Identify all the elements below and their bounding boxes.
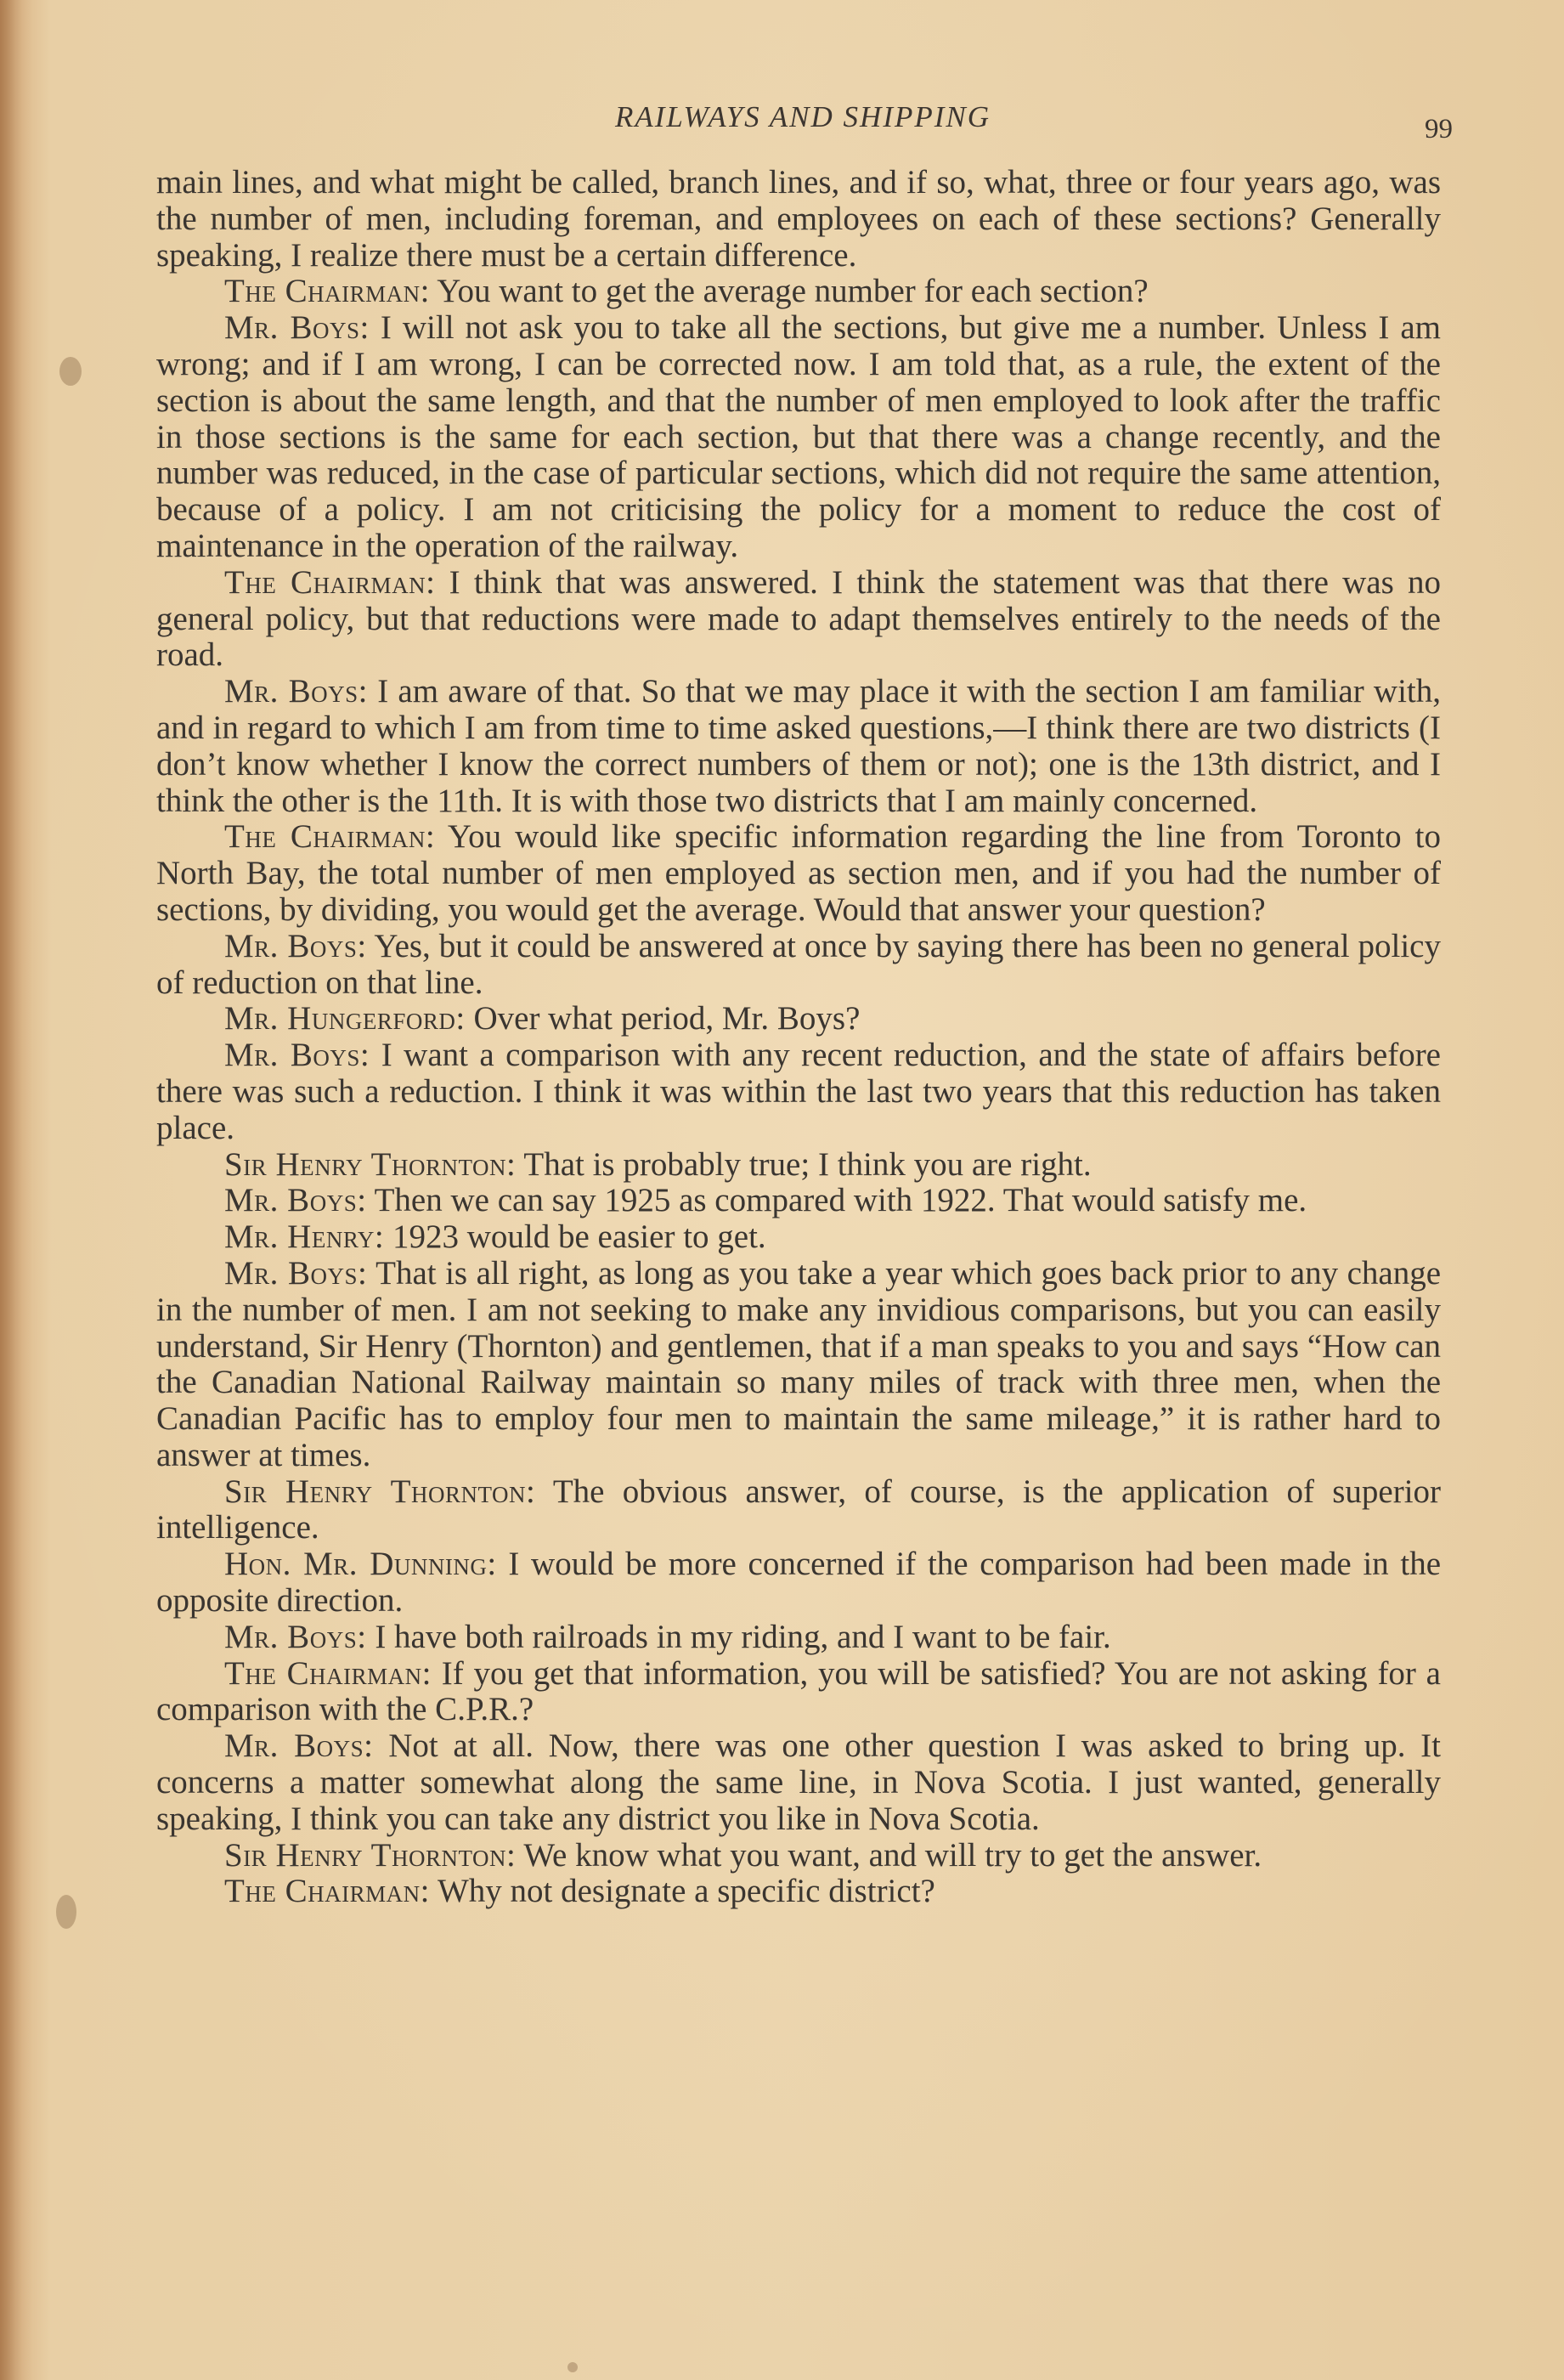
- speaker-name: Sir Henry Thornton:: [224, 1473, 536, 1510]
- paragraph-text: If you get that information, you will be satisfied? You are not asking for a comparison with the C.P.R.?: [156, 1654, 1441, 1728]
- paragraph-text: I am aware of that. So that we may place it with the section I am familiar with, and in regard to which I am from time to time asked questions,—I think there are two districts (I don’t know whether I know the correct numbers of them or not); one is the 13th district, and I think the other is the 11th. It is with those two districts that I am mainly concerned.: [156, 673, 1442, 819]
- paragraph: [156, 1656, 1441, 1729]
- paragraph-text: Yes, but it could be answered at once by saying there has been no general policy of reduction on that line.: [156, 927, 1441, 1001]
- paragraph-text: I think that was answered. I think the statement was that there was no general policy, but that reductions were made to adapt themselves entirely to the needs of the road.: [156, 563, 1442, 674]
- speaker-name: Mr. Hungerford:: [224, 1000, 466, 1037]
- speaker-name: The Chairman:: [224, 273, 430, 310]
- paragraph-text: Then we can say 1925 as compared with 1922. That would satisfy me.: [374, 1182, 1307, 1219]
- paragraph: [156, 1256, 1441, 1474]
- paragraph-text: I will not ask you to take all the sections, but give me a number. Unless I am wrong; and if I am wrong, I can be corrected now. I am told that, as a rule, the extent of the section is about the same length, and that the number of men employed to look after the traffic in those sections is the same for each section, but that there was a change recently, and the number was reduced, in the case of particular sections, which did not require the same attention, because of a policy. I am not criticising the policy for a moment to reduce the cost of maintenance in the operation of the railway.: [156, 309, 1441, 564]
- speaker-name: Mr. Boys:: [224, 1182, 367, 1219]
- speaker-name: Sir Henry Thornton:: [224, 1145, 517, 1183]
- speaker-name: Mr. Boys:: [224, 673, 369, 710]
- paragraph: [156, 819, 1441, 928]
- speaker-name: Mr. Boys:: [224, 1727, 374, 1765]
- paragraph: [156, 1728, 1441, 1837]
- paragraph-text: You would like specific information regarding the line from Toronto to North Bay, the total number of men employed as section men, and if you had the number of sections, by dividing, you would get the average. Would that answer your question?: [156, 818, 1441, 928]
- paragraph: [156, 565, 1441, 674]
- running-head: RAILWAYS AND SHIPPING: [614, 100, 991, 133]
- paragraph: [156, 1546, 1441, 1620]
- speaker-name: The Chairman:: [224, 1654, 432, 1692]
- paragraph: [156, 274, 1441, 310]
- paragraph: [156, 1183, 1441, 1219]
- paper-stain: [59, 357, 82, 386]
- speaker-name: Mr. Henry:: [224, 1218, 385, 1256]
- paragraph: [156, 165, 1441, 274]
- paragraph: [156, 1838, 1441, 1874]
- paragraph-text: The obvious answer, of course, is the application of superior intelligence.: [156, 1473, 1442, 1546]
- paper-stain: [567, 2362, 578, 2372]
- paper-stain: [56, 1895, 76, 1929]
- paragraph-text: I have both railroads in my riding, and I want to be fair.: [375, 1618, 1111, 1655]
- paragraph: [156, 1147, 1441, 1184]
- paragraph-text: 1923 would be easier to get.: [392, 1218, 766, 1256]
- paragraph: [156, 1037, 1441, 1146]
- paragraph-text: Over what period, Mr. Boys?: [473, 1000, 861, 1037]
- paragraph: [156, 1620, 1441, 1656]
- paragraph-text: main lines, and what might be called, branch lines, and if so, what, three or four years ago, was the number of men, including foreman, and employees on each of these sections? Generally speaking, I realize there must be a certain difference.: [156, 164, 1441, 274]
- transcript-body: [156, 165, 1441, 1910]
- paragraph-text: I want a comparison with any recent reduction, and the state of affairs before there was such a reduction. I think it was within the last two years that this reduction has taken place.: [156, 1037, 1441, 1146]
- page-number: 99: [1425, 114, 1453, 144]
- speaker-name: The Chairman:: [224, 818, 436, 856]
- paragraph: [156, 929, 1441, 1002]
- paragraph-text: We know what you want, and will try to get the answer.: [523, 1836, 1262, 1874]
- speaker-name: Mr. Boys:: [224, 927, 367, 964]
- paragraph: [156, 1219, 1441, 1256]
- paragraph: [156, 1474, 1441, 1547]
- speaker-name: Sir Henry Thornton:: [224, 1836, 517, 1874]
- paragraph-text: Not at all. Now, there was one other question I was asked to bring up. It concerns a matter somewhat along the same line, in Nova Scotia. I just wanted, generally speaking, I think you can take any district you like in Nova Scotia.: [156, 1727, 1441, 1837]
- paragraph: [156, 1874, 1441, 1910]
- paragraph-text: Why not designate a specific district?: [437, 1873, 935, 1910]
- paragraph-text: You want to get the average number for each section?: [437, 273, 1149, 310]
- speaker-name: Mr. Boys:: [224, 1618, 367, 1655]
- page-header: [153, 100, 1453, 151]
- paragraph: [156, 310, 1441, 565]
- paragraph-text: I would be more concerned if the comparison had been made in the opposite direction.: [156, 1546, 1442, 1620]
- speaker-name: Mr. Boys:: [224, 309, 370, 347]
- speaker-name: The Chairman:: [224, 1873, 430, 1910]
- paragraph-text: That is probably true; I think you are right.: [523, 1145, 1092, 1183]
- speaker-name: The Chairman:: [224, 563, 436, 601]
- paragraph: [156, 674, 1441, 819]
- paragraph-text: That is all right, as long as you take a year which goes back prior to any change in the number of men. I am not seeking to make any invidious comparisons, but you can easily understand, Sir Henry (Thornton) and gentlemen, that if a man speaks to you and says “How can the Canadian National Railway maintain so many miles of track with three men, when the Canadian Pacific has to employ four men to maintain the same mileage,” it is rather hard to answer at times.: [156, 1254, 1442, 1473]
- speaker-name: Hon. Mr. Dunning:: [224, 1546, 497, 1583]
- paragraph: [156, 1001, 1441, 1037]
- speaker-name: Mr. Boys:: [224, 1037, 370, 1074]
- speaker-name: Mr. Boys:: [224, 1254, 368, 1292]
